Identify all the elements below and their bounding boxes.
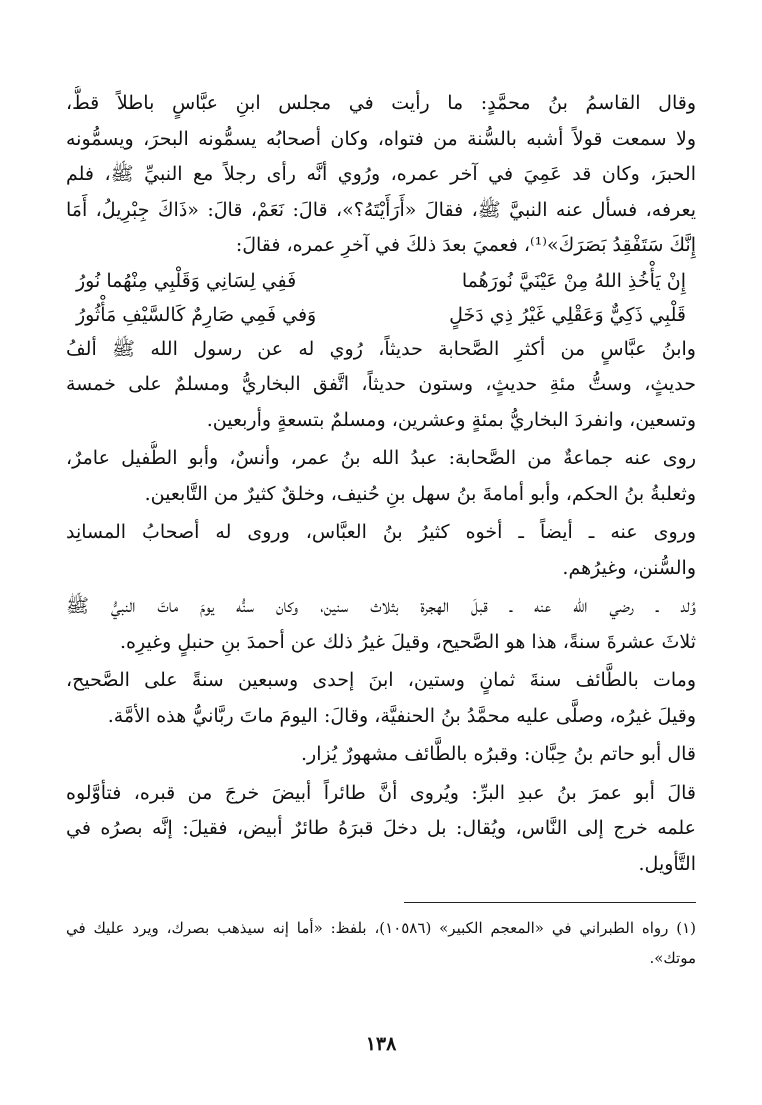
paragraph-grave <box>66 737 696 773</box>
poem-verse <box>66 264 696 298</box>
text-line: ولا سمعت قولاً أشبه بالسُّنة من فتواه، وكان أصحابُه يسمُّونه البحرَ، ويسمُّونه <box>66 127 696 150</box>
footnote-line: موتك». <box>649 949 696 967</box>
text-line: قال أبو حاتم بنُ حِبَّان: وقبرُه بالطَّائف مشهورٌ يُزار. <box>301 743 696 765</box>
paragraph-ibn-abbas-intro <box>66 86 696 264</box>
poem-hemistich-second: وَفي فَمِي صَارِمٌ كَالسَّيْفِ مَأْثُورُ <box>76 303 317 326</box>
poem <box>66 264 696 332</box>
poem-hemistich-second: فَفِي لِسَانِي وَقَلْبِي مِنْهُما نُورُ <box>76 269 297 292</box>
text-line: التَّأويل. <box>638 852 696 875</box>
page-number: ١٣٨ <box>365 1033 397 1055</box>
text-line: الحبرَ، وكان قد عَمِيَ في آخر عمره، ورُوي أنَّه رأى رجلاً مع النبيِّ ﷺ، فلم <box>66 163 696 185</box>
text-line: ومات بالطَّائف سنةَ ثمانٍ وستين، ابنَ إحدى وسبعين سنةً على الصَّحيح، <box>66 669 696 691</box>
text-line: وثعلبةُ بنُ الحكم، وأبو أمامةَ بنُ سهل بنِ حُنيف، وخلقٌ كثيرٌ من التَّابعين. <box>144 482 696 505</box>
paragraph-birth <box>66 589 696 660</box>
text-line: وتسعين، وانفردَ البخاريُّ بمئةٍ وعشرين، ومسلمٌ بتسعةٍ وأربعين. <box>206 408 696 431</box>
text-line: والسُّنن، وغيرُهم. <box>562 556 696 579</box>
paragraph-brother <box>66 515 696 586</box>
text-line: وقال القاسمُ بنُ محمَّدٍ: ما رأيت في مجلس ابنِ عبَّاسٍ باطلاً قطُّ، <box>66 92 696 114</box>
text-line: حديثٍ، وستُّ مئةِ حديثٍ، وستون حديثاً، اتَّفق البخاريُّ ومسلمٌ على خمسة <box>66 373 696 395</box>
text-line: وُلد ـ رضي الله عنه ـ قبلَ الهجرة بثلاث سنين، وكان سنُّه يومَ ماتَ النبيُّ ﷺ <box>66 595 696 617</box>
text-line: علمه خرج إلى النَّاس، ويُقال: بل دخلَ قبرَهُ طائرٌ أبيض، فقيلَ: إنَّه بصرُه في <box>66 817 696 839</box>
text-line: وابنُ عبَّاسٍ من أكثرِ الصَّحابة حديثاً، رُوي له عن رسول الله ﷺ ألفُ <box>66 337 696 360</box>
text-line: إِنَّكَ سَتَفْقِدُ بَصَرَكَ»⁽¹⁾، فعميَ بعدَ ذلكَ في آخرِ عمره، فقالَ: <box>235 234 696 256</box>
text-line: وقيلَ غيرُه، وصلَّى عليه محمَّدُ بنُ الحنفيَّة، وقالَ: اليومَ ماتَ ربَّانيُّ هذه الأمَّة. <box>107 704 696 727</box>
poem-verse <box>66 298 696 332</box>
paragraph-hadith-count <box>66 332 696 439</box>
footnote-line: (١) رواه الطبراني في «المعجم الكبير» (١٠٥٨٦)، بلفظ: «أما إنه سيذهب بصرك، ويرد عليك في <box>66 919 696 937</box>
poem-hemistich-first: قَلْبِي ذَكِيٌّ وَعَقْلِي غَيْرُ ذِي دَخَلٍ <box>449 303 686 326</box>
paragraph-death <box>66 663 696 734</box>
footnote-divider <box>404 902 696 903</box>
paragraph-narrators <box>66 441 696 512</box>
poem-hemistich-first: إِنْ يَأْخُذِ اللهُ مِنْ عَيْنَيَّ نُورَهُما <box>461 269 686 292</box>
footnote <box>66 913 696 973</box>
text-line: روى عنه جماعةٌ من الصَّحابة: عبدُ الله بنُ عمر، وأنسٌ، وأبو الطُّفيل عامرٌ، <box>66 447 696 469</box>
text-line: ثلاثَ عشرةَ سنةً، هذا هو الصَّحيح، وقيلَ غيرُ ذلك عن أحمدَ بنِ حنبلٍ وغيرِه. <box>119 630 696 653</box>
text-line: وروى عنه ـ أيضاً ـ أخوه كثيرُ بنُ العبَّاس، وروى له أصحابُ المسانِد <box>66 521 696 543</box>
text-line: قالَ أبو عمرَ بنُ عبدِ البرِّ: ويُروى أنَّ طائراً أبيضَ خرجَ من قبره، فتأوَّلوه <box>66 781 696 804</box>
text-line: يعرفه، فسأل عنه النبيَّ ﷺ، فقالَ «أَرَأَيْتَهُ؟»، قالَ: نَعَمْ، قالَ: «ذَاكَ جِبْرِيلُ، أَمَا <box>66 198 696 221</box>
paragraph-bird <box>66 776 696 883</box>
